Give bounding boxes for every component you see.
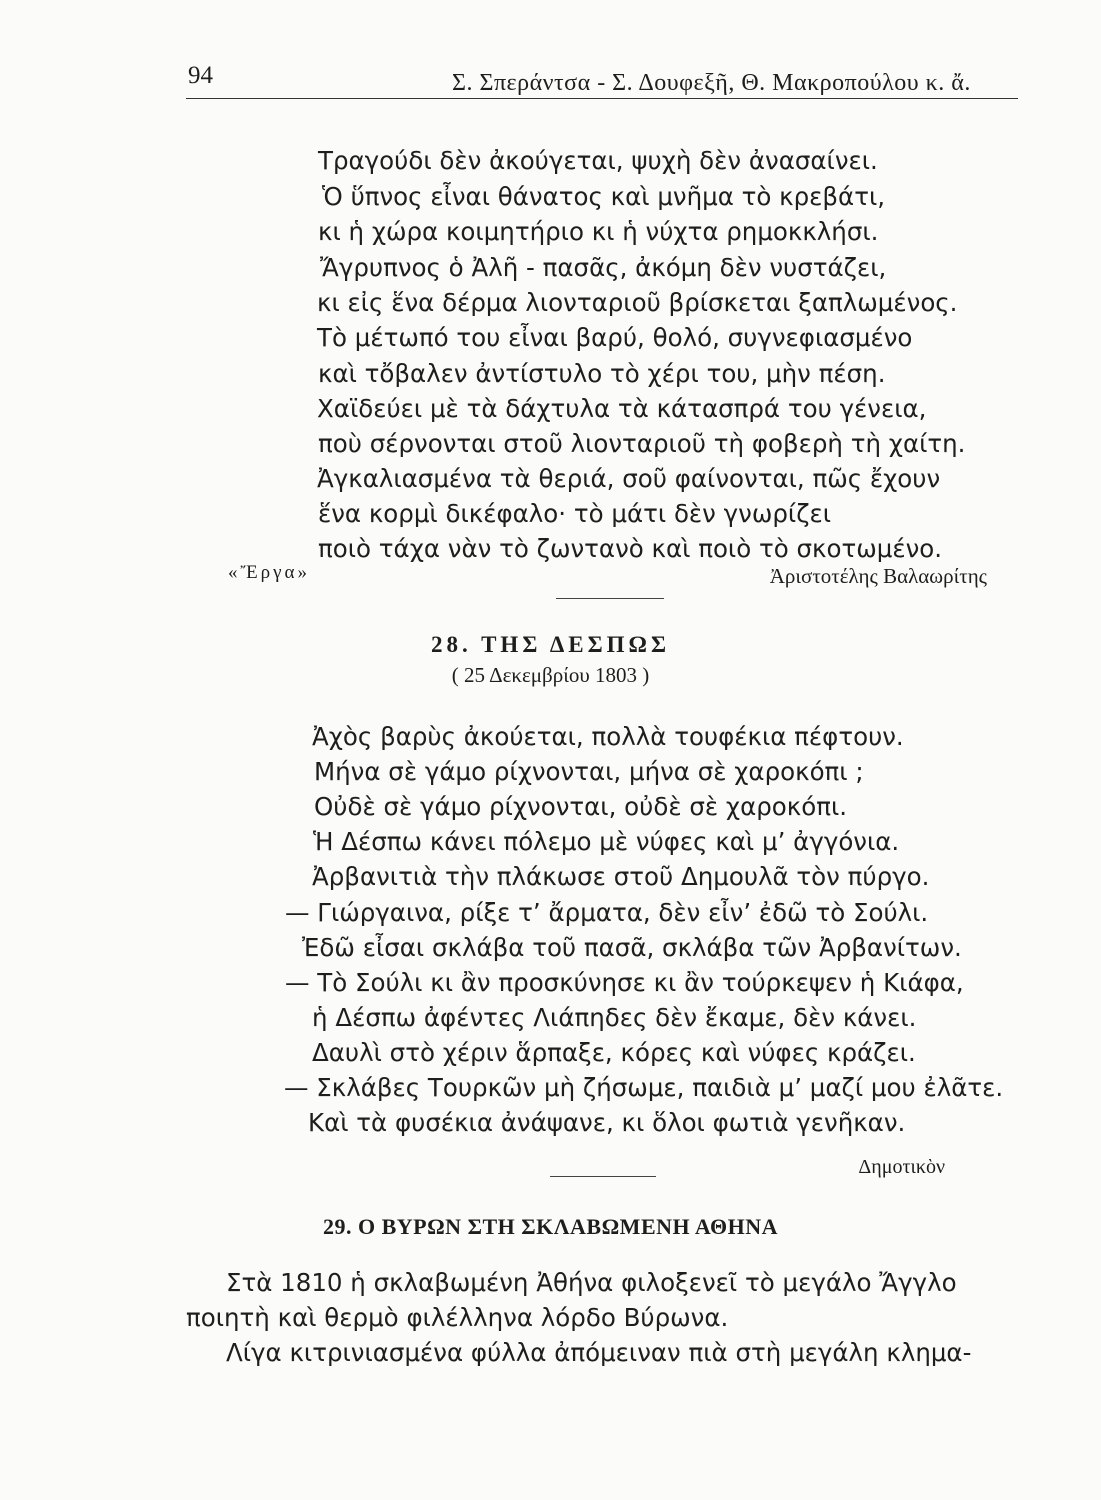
- verse-line: Ὁ ὕπνος εἶναι θάνατος καὶ μνῆμα τὸ κρεβάτι,: [322, 182, 886, 211]
- verse-line: Ἡ Δέσπω κάνει πόλεμο μὲ νύφες καὶ μ’ ἀγγόνια.: [313, 827, 900, 856]
- section-28-date: ( 25 Δεκεμβρίου 1803 ): [451, 663, 650, 687]
- verse-line: Οὐδὲ σὲ γάμο ρίχνονται, οὐδὲ σὲ χαροκόπι.: [314, 792, 848, 821]
- verse-line: ἕνα κορμὶ δικέφαλο· τὸ μάτι δὲν γνωρίζει: [318, 499, 832, 528]
- prose-line: Στὰ 1810 ἡ σκλαβωμένη Ἀθήνα φιλοξενεῖ τὸ μεγάλο Ἄγγλο: [226, 1268, 957, 1297]
- verse-line: Δαυλὶ στὸ χέριν ἅρπαξε, κόρες καὶ νύφες κράζει.: [312, 1038, 916, 1067]
- verse-line: Μήνα σὲ γάμο ρίχνονται, μήνα σὲ χαροκόπι ;: [314, 757, 864, 786]
- source-work: «Ἔργα»: [228, 562, 311, 583]
- verse-line: ποὺ σέρνονται στοῦ λιονταριοῦ τὴ φοβερὴ τὴ χαίτη.: [318, 429, 966, 458]
- section-29-title: 29. Ο ΒΥΡΩΝ ΣΤΗ ΣΚΛΑΒΩΜΕΝΗ ΑΘΗΝΑ: [322, 1214, 779, 1239]
- verse-line: Τραγούδι δὲν ἀκούγεται, ψυχὴ δὲν ἀνασαίνει.: [318, 146, 878, 175]
- verse-line: κι ἡ χώρα κοιμητήριο κι ἡ νύχτα ρημοκκλήσι.: [318, 217, 879, 246]
- verse-line: Ἀχὸς βαρὺς ἀκούεται, πολλὰ τουφέκια πέφτουν.: [312, 722, 904, 751]
- verse-line: Ἀγκαλιασμένα τὰ θεριά, σοῦ φαίνονται, πῶς ἔχουν: [317, 464, 941, 493]
- verse-line: — Τὸ Σούλι κι ἂν προσκύνησε κι ἂν τούρκεψεν ἡ Κιάφα,: [285, 968, 964, 997]
- verse-line: — Γιώργαινα, ρίξε τ’ ἄρματα, δὲν εἶν’ ἐδῶ τὸ Σούλι.: [285, 898, 929, 927]
- section-28-title: 28. ΤΗΣ ΔΕΣΠΩΣ: [431, 632, 670, 657]
- prose-line: Λίγα κιτρινιασμένα φύλλα ἀπόμειναν πιὰ στὴ μεγάλη κλημα-: [226, 1338, 972, 1367]
- verse-line: — Σκλάβες Τουρκῶν μὴ ζήσωμε, παιδιὰ μ’ μαζί μου ἐλᾶτε.: [284, 1073, 1004, 1102]
- verse-line: Χαϊδεύει μὲ τὰ δάχτυλα τὰ κάτασπρά του γένεια,: [317, 394, 927, 423]
- page-number: 94: [188, 62, 213, 89]
- verse-line: Καὶ τὰ φυσέκια ἀνάψανε, κι ὅλοι φωτιὰ γενῆκαν.: [308, 1108, 906, 1137]
- verse-line: Ἄγρυπνος ὁ Ἀλῆ - πασᾶς, ἀκόμη δὲν νυστάζει,: [320, 253, 887, 282]
- verse-line: ποιὸ τάχα νὰν τὸ ζωντανὸ καὶ ποιὸ τὸ σκοτωμένο.: [318, 534, 943, 563]
- verse-line: ἡ Δέσπω ἀφέντες Λιάπηδες δὲν ἔκαμε, δὲν κάνει.: [312, 1003, 917, 1032]
- section-separator: [550, 1176, 656, 1177]
- section-separator: [556, 598, 664, 599]
- verse-line: Ἐδῶ εἶσαι σκλάβα τοῦ πασᾶ, σκλάβα τῶν Ἀρβανίτων.: [302, 933, 962, 962]
- header-rule: [186, 98, 1018, 99]
- verse-line: Ἀρβανιτιὰ τὴν πλάκωσε στοῦ Δημουλᾶ τὸν πύργο.: [312, 862, 930, 891]
- verse-line: καὶ τὄβαλεν ἀντίστυλο τὸ χέρι του, μὴν πέση.: [318, 359, 886, 388]
- running-title: Σ. Σπεράντσα - Σ. Δουφεξῆ, Θ. Μακροπούλου κ. ἄ.: [452, 70, 971, 96]
- poem-author: Ἀριστοτέλης Βαλαωρίτης: [769, 564, 987, 588]
- prose-line: ποιητὴ καὶ θερμὸ φιλέλληνα λόρδο Βύρωνα.: [186, 1303, 729, 1332]
- verse-line: κι εἰς ἕνα δέρμα λιονταριοῦ βρίσκεται ξαπλωμένος.: [317, 288, 958, 317]
- section-28-attribution: Δημοτικὸν: [858, 1156, 945, 1178]
- verse-line: Τὸ μέτωπό του εἶναι βαρύ, θολό, συγνεφιασμένο: [317, 323, 913, 352]
